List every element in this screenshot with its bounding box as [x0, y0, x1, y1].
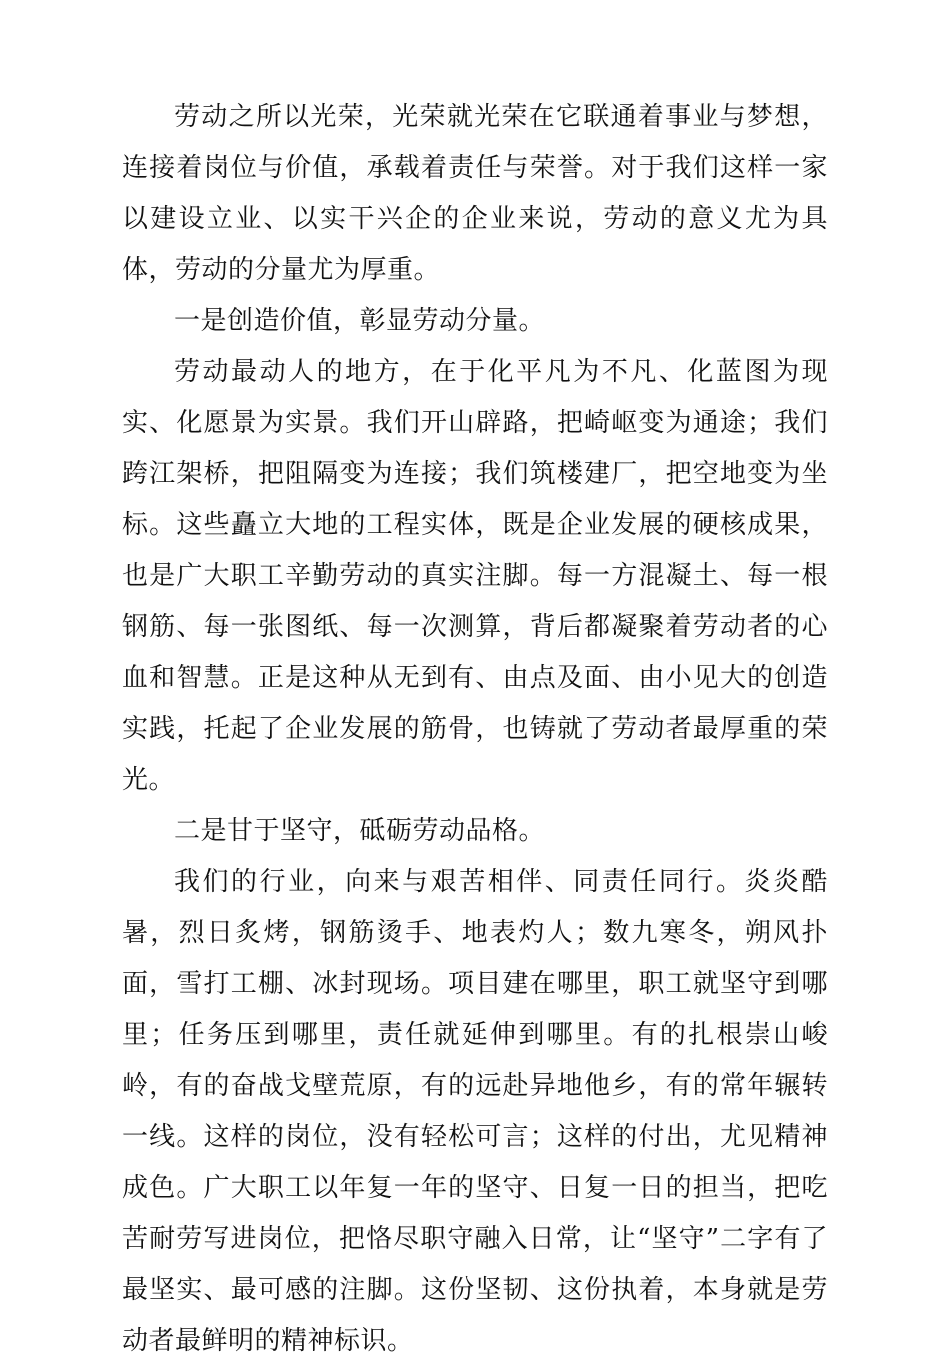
section-heading-create-value: 一是创造价值，彰显劳动分量。: [174, 306, 546, 336]
paragraph-perseverance: 我们的行业，向来与艰苦相伴、同责任同行。炎炎酷暑，烈日炙烤，钢筋烫手、地表灼人；数九寒冬，朔风扑面，雪打工棚、冰封现场。项目建在哪里，职工就坚守到哪里；任务压到哪里，责任就延伸到哪里。有的扎根崇山峻岭，有的奋战戈壁荒原，有的远赴异地他乡，有的常年辗转一线。这样的岗位，没有轻松可言；这样的付出，尤见精神成色。广大职工以年复一年的坚守、日复一日的担当，把吃苦耐劳写进岗位，把恪尽职守融入日常，让“坚守”二字有了最坚实、最可感的注脚。这份坚韧、这份执着，本身就是劳动者最鲜明的精神标识。: [122, 867, 828, 1356]
paragraph-intro: 劳动之所以光荣，光荣就光荣在它联通着事业与梦想，连接着岗位与价值，承载着责任与荣誉。对于我们这样一家以建设立业、以实干兴企的企业来说，劳动的意义尤为具体，劳动的分量尤为厚重。: [122, 102, 828, 285]
section-heading-perseverance: 二是甘于坚守，砥砺劳动品格。: [174, 816, 546, 846]
paragraph-create-value: 劳动最动人的地方，在于化平凡为不凡、化蓝图为现实、化愿景为实景。我们开山辟路，把崎岖变为通途；我们跨江架桥，把阻隔变为连接；我们筑楼建厂，把空地变为坐标。这些矗立大地的工程实体，既是企业发展的硬核成果，也是广大职工辛勤劳动的真实注脚。每一方混凝土、每一根钢筋、每一张图纸、每一次测算，背后都凝聚着劳动者的心血和智慧。正是这种从无到有、由点及面、由小见大的创造实践，托起了企业发展的筋骨，也铸就了劳动者最厚重的荣光。: [122, 357, 828, 795]
document-body: [122, 92, 828, 1367]
